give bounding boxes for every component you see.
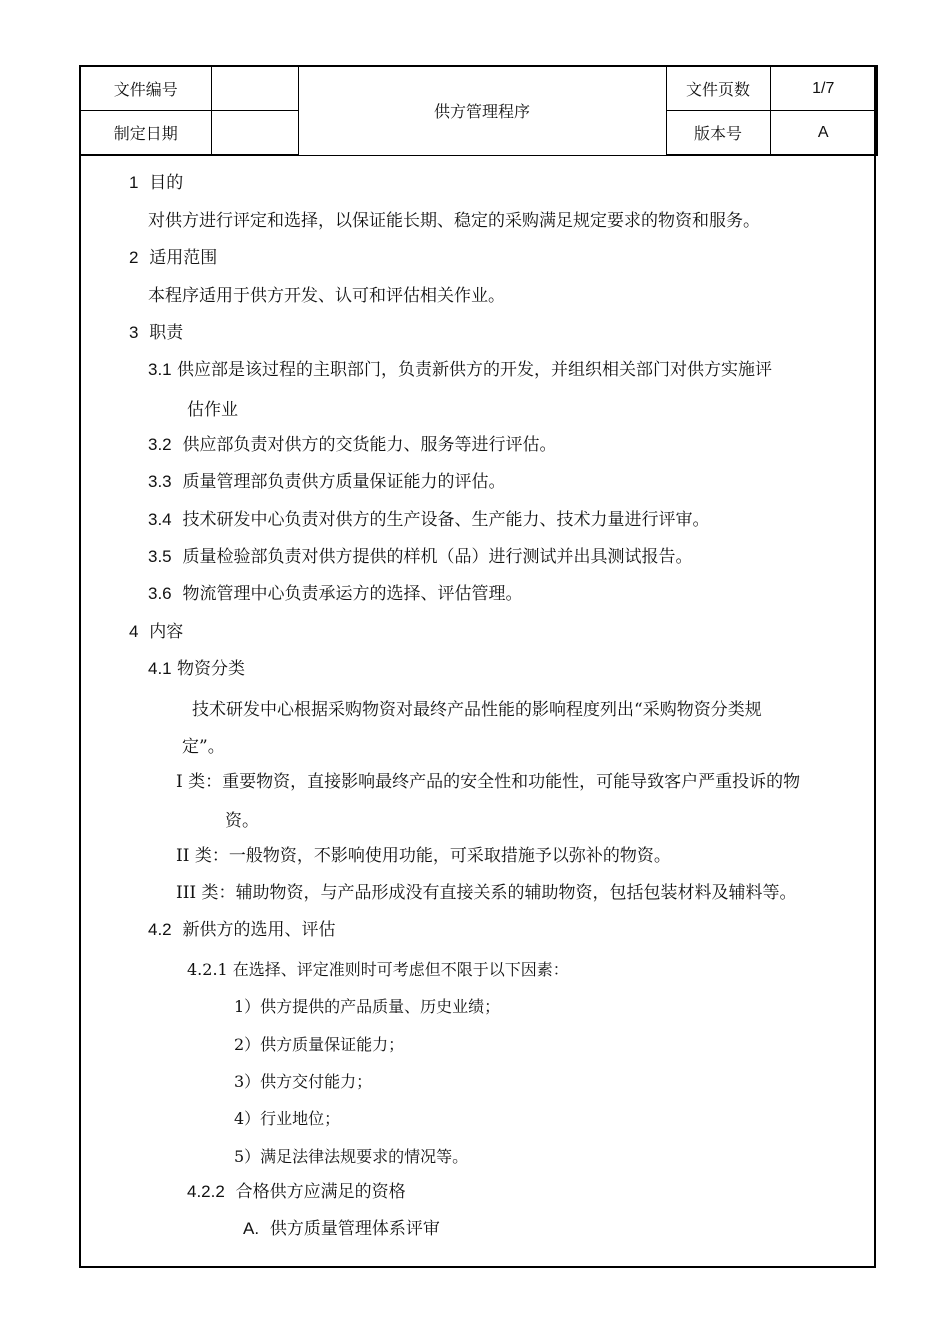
factor-5: 5）满足法律法规要求的情况等。 bbox=[234, 1147, 469, 1166]
section-4-1-text-cont: 定”。 bbox=[182, 737, 225, 757]
section-3-heading: 3 职责 bbox=[129, 323, 184, 343]
section-4-heading: 4 内容 bbox=[129, 622, 184, 642]
pages-label: 文件页数 bbox=[666, 66, 770, 111]
pages-value: 1/7 bbox=[770, 66, 877, 111]
factor-3: 3）供方交付能力； bbox=[234, 1072, 373, 1091]
section-4-2-1: 4.2.1 在选择、评定准则时可考虑但不限于以下因素： bbox=[187, 960, 569, 979]
document-title: 供方管理程序 bbox=[298, 66, 666, 155]
section-3-1-cont: 估作业 bbox=[187, 400, 238, 420]
factor-1: 1）供方提供的产品质量、历史业绩； bbox=[234, 997, 501, 1016]
section-1-heading: 1 目的 bbox=[129, 173, 184, 193]
version-value: A bbox=[770, 111, 877, 156]
factor-4: 4）行业地位； bbox=[234, 1109, 341, 1128]
document-header-table bbox=[79, 65, 878, 156]
section-2-text: 本程序适用于供方开发、认可和评估相关作业。 bbox=[148, 286, 505, 306]
section-2-heading: 2 适用范围 bbox=[129, 248, 218, 268]
date-label: 制定日期 bbox=[80, 111, 211, 156]
section-4-1-heading: 4.1 物资分类 bbox=[148, 659, 246, 679]
section-4-2-2-heading: 4.2.2 合格供方应满足的资格 bbox=[187, 1182, 406, 1202]
section-1-text: 对供方进行评定和选择，以保证能长期、稳定的采购满足规定要求的物资和服务。 bbox=[148, 211, 760, 231]
section-4-2-heading: 4.2 新供方的选用、评估 bbox=[148, 920, 336, 940]
version-label: 版本号 bbox=[666, 111, 770, 156]
section-3-1: 3.1 供应部是该过程的主职部门，负责新供方的开发，并组织相关部门对供方实施评 bbox=[148, 360, 773, 380]
section-3-4: 3.4 技术研发中心负责对供方的生产设备、生产能力、技术力量进行评审。 bbox=[148, 510, 710, 530]
file-no-value bbox=[211, 66, 298, 111]
section-3-6: 3.6 物流管理中心负责承运方的选择、评估管理。 bbox=[148, 584, 523, 604]
section-4-1-text: 技术研发中心根据采购物资对最终产品性能的影响程度列出“采购物资分类规 bbox=[192, 700, 762, 720]
class-1: I 类：重要物资，直接影响最终产品的安全性和功能性，可能导致客户严重投诉的物 bbox=[176, 772, 801, 792]
subsection-a: A. 供方质量管理体系评审 bbox=[243, 1219, 440, 1239]
class-1-cont: 资。 bbox=[225, 811, 259, 831]
section-3-3: 3.3 质量管理部负责供方质量保证能力的评估。 bbox=[148, 472, 506, 492]
file-no-label: 文件编号 bbox=[80, 66, 211, 111]
date-value bbox=[211, 111, 298, 156]
section-3-5: 3.5 质量检验部负责对供方提供的样机（品）进行测试并出具测试报告。 bbox=[148, 547, 693, 567]
class-3: III 类：辅助物资，与产品形成没有直接关系的辅助物资，包括包装材料及辅料等。 bbox=[176, 883, 797, 903]
class-2: II 类：一般物资，不影响使用功能，可采取措施予以弥补的物资。 bbox=[176, 846, 671, 866]
factor-2: 2）供方质量保证能力； bbox=[234, 1035, 405, 1054]
section-3-2: 3.2 供应部负责对供方的交货能力、服务等进行评估。 bbox=[148, 435, 557, 455]
